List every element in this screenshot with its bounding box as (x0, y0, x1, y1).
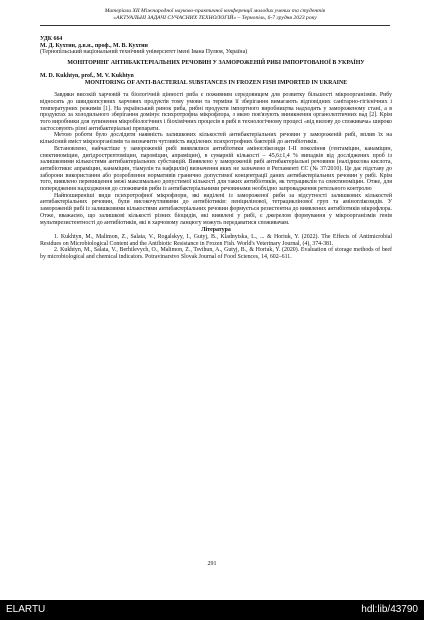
title-ua: МОНІТОРИНГ АНТИБАКТЕРІАЛЬНИХ РЕЧОВИН У ЗАМОРОЖЕНІЙ РИБІ ІМПОРТОВАНОЇ В УКРАЇНУ (67, 60, 365, 67)
authors-en: M. D. Kukhtyn, prof., M. V. Kukhtyn (40, 72, 134, 79)
paragraph-aim: Метою роботи було дослідити наявність залишкових кількостей антибактеріальних речовин у замороженій рибі, вплив їх на кількісний вміст мікроорганізмів та визначити чутливість виділених психротрофних бактерій до антибіотиків. (40, 132, 392, 146)
title-en: MONITORING OF ANTI-BACTERIAL SUBSTANCES IN FROZEN FISH IMPORTED IN UKRAINE (84, 79, 348, 86)
handle-id: hdl:lib/43790 (361, 604, 418, 615)
paragraph-results: Встановлено, найчастіше у замороженій рибі виявлялися антибіотики аміноглікозиди І-ІІ покоління (гентаміцин, канаміцин, спектиноміцин, дигідрострептоміцин, пароміцин, апраміцин), в сумарній кількості – 45,6±1,4 % випадків від досліджених проб із залишковими кількостями антибактеріальних субстанцій. Виявлено у замороженій рибі антибактеріальні речовини (налідиксова кислота, антибіотики: апраміцин, канаміцин, тіамулін та нафцилін) визначення яких не зазначено в Регламенті ЄС (№ 37/2010). Це дає підставу до заборони використання або розроблення нормативів гранично допустимої концентрації даних антибактеріальних речовин у рибі. Крім того, виявлено перевищення межі максимально допустимої кількості для таких антибіотиків, як тетрациклін та спектиноміцин. Отже, для попередження надходження до споживачів риби із антибактеріальними речовинами необхідно запровадження ретельного контролю (40, 145, 392, 193)
conference-header (40, 8, 390, 22)
udk-code: УДК 664 (40, 36, 63, 42)
repository-label: ELARTU (6, 604, 46, 615)
footer-bar (0, 600, 424, 620)
header-line-2: «АКТУАЛЬНІ ЗАДАЧІ СУЧАСНИХ ТЕХНОЛОГІЙ» – Тернопіль, 6-7 грудня 2023 року (113, 15, 317, 21)
reference-2: 2. Kukhtyn, M., Salata, V., Berhilevych, O., Malimon, Z., Tsvihun, A., Gutyj, B., & Horiuk, Y. (2020). Evaluation of storage methods of beef by microbiological and chemical indicators. Potravinarstvo Slovak Journal of Food Sciences, 14, 602–611. (40, 247, 392, 261)
paragraph-intro: Завдяки високій харчовій та біологічній цінності риба є поживним середовищем для розвитку більшості мікроорганізмів. Рибу відносять до швидкопсувних харчових продуктів тому умови та терміни її зберігання вимагають відповідних санітарно-гігієнічних і температурних режимів [1]. На український ринок риба, рибні продукти імпортного виробництва надходять у замороженому стані, а в продуктах за холодильного зберігання домінує психротрофна мікрофлора, з якою пов'язують виникнення органолептичних вад [2]. Крім того виробники для зупинення мікробіологічних і біохімічних процесів в рибі в технологічному процесі «від вилову до споживача» широко застосовують різні антибактеріальні препарати. (40, 92, 392, 132)
affiliation: (Тернопільський національний технічний університет імені Івана Пулюя, Україна) (40, 49, 248, 56)
authors-ua: М. Д. Кухтин, д.в.н., проф., М. В. Кухтин (40, 42, 148, 49)
header-rule (40, 25, 390, 26)
literature-heading: Література (201, 227, 231, 234)
header-line-1: Матеріали XII Міжнародної науково-практичної конференції молодих учених та студентів (104, 8, 326, 14)
paragraph-conclusion: Найпоширеніші види психротрофної мікрофлори, які виділені із замороженої риби за відсутності залишкових кількостей антибактеріальних речовин, були високочутливими до антибіотиків: пеніцилінової, тетрациклінової груп та аміноглікозидів. У замороженій рибі із залишковими кількостями антибактеріальних речовин формується резистентна до виявлених антибіотиків мікрофлора. Отже, вважаємо, що залишкові кількості різних біоцидів, які виявлені у рибі, є джерелом формування у мікроорганізмів генів мультирезистентності до антибіотиків, які в харчовому ланцюгу можуть передаватися споживачам. (40, 192, 392, 226)
reference-1: 1. Kukhtyn, M., Malimon, Z., Salata, V., Rogalskyy, I., Gutyj, B., Kladnytska, L., ... & Horiuk, Y. (2022). The Effects of Antimicrobial Residues on Microbiological Content and the Antibiotic Resistance in Frozen Fish. World's Veterinary Journal, (4), 374-381. (40, 233, 392, 247)
page-number: 291 (207, 561, 217, 567)
article-body (40, 36, 392, 261)
